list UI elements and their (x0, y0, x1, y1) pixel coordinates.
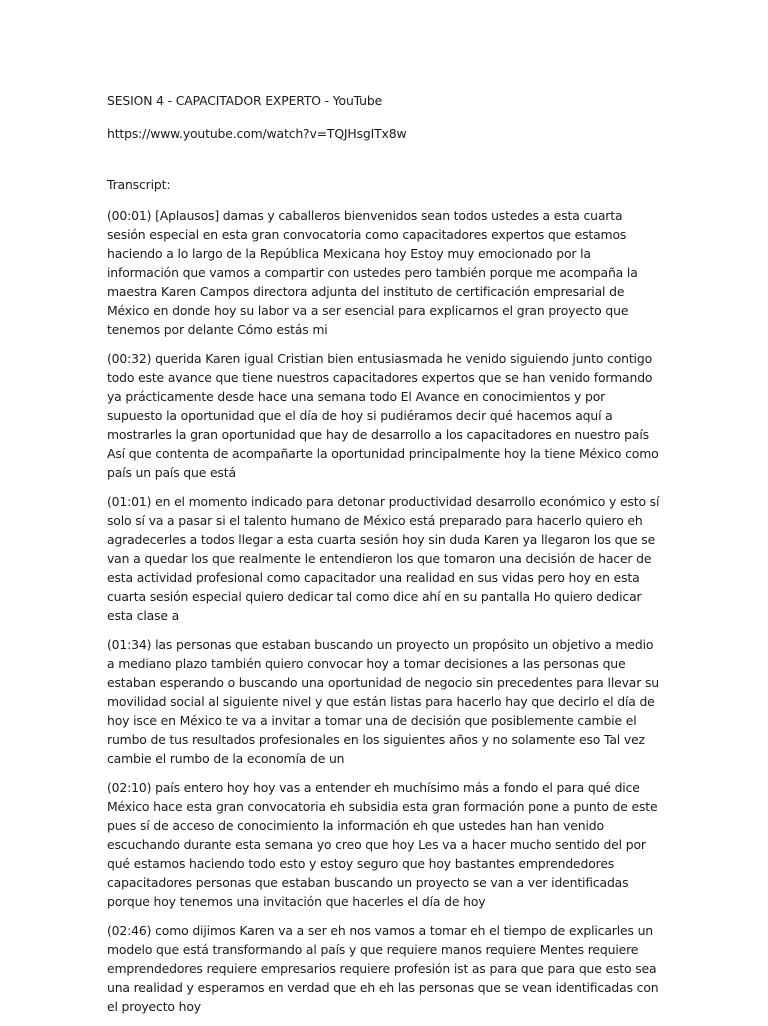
video-url[interactable]: https://www.youtube.com/watch?v=TQJHsgITx8w (107, 126, 407, 141)
transcript-paragraph: (02:10) país entero hoy hoy vas a entender eh muchísimo más a fondo el para qué dice México hace esta gran convocatoria eh subsidia esta gran formación pone a punto de este pues sí de acceso de conocimiento la información eh que ustedes han han venido escuchando durante esta semana yo creo que hoy Les va a hacer mucho sentido del por qué estamos haciendo todo esto y estoy seguro que hoy bastantes emprendedores capacitadores personas que estaban buscando un proyecto se van a ver identificadas porque hoy tenemos una invitación que hacerles el día de hoy (107, 780, 658, 909)
transcript-paragraph: (01:01) en el momento indicado para detonar productividad desarrollo económico y esto sí solo sí va a pasar si el talento humano de México está preparado para hacerlo quiero eh agradecerles a todos llegar a esta cuarta sesión hoy sin duda Karen ya llegaron los que se van a quedar los que realmente le entendieron los que tomaron una decisión de hacer de esta actividad profesional como capacitador una realidad en sus vidas pero hoy en esta cuarta sesión especial quiero dedicar tal como dice ahí en su pantalla Ho quiero dedicar esta clase a (107, 494, 660, 623)
transcript-label: Transcript: (107, 177, 171, 192)
transcript-paragraph: (02:46) como dijimos Karen va a ser eh nos vamos a tomar eh el tiempo de explicarles un modelo que está transformando al país y que requiere manos requiere Mentes requiere emprendedores requiere empresarios requiere profesión ist as para que para que esto sea una realidad y esperamos en verdad que eh eh las personas que se vean identificadas con el proyecto hoy (107, 923, 659, 1014)
transcript-paragraph: (01:34) las personas que estaban buscando un proyecto un propósito un objetivo a medio a mediano plazo también quiero convocar hoy a tomar decisiones a las personas que estaban esperando o buscando una oportunidad de negocio sin precedentes para llevar su movilidad social al siguiente nivel y que están listas para hacerlo hay que decirlo el día de hoy isce en México te va a invitar a tomar una de decisión que posiblemente cambie el rumbo de tus resultados profesionales en los siguientes años y no solamente eso Tal vez cambie el rumbo de la economía de un (107, 637, 659, 766)
transcript-paragraph: (00:01) [Aplausos] damas y caballeros bienvenidos sean todos ustedes a esta cuarta sesión especial en esta gran convocatoria como capacitadores expertos que estamos haciendo a lo largo de la República Mexicana hoy Estoy muy emocionado por la información que vamos a compartir con ustedes pero también porque me acompaña la maestra Karen Campos directora adjunta del instituto de certificación empresarial de México en donde hoy su labor va a ser esencial para explicarnos el gran proyecto que tenemos por delante Cómo estás mi (107, 208, 638, 337)
transcript-paragraph: (00:32) querida Karen igual Cristian bien entusiasmada he venido siguiendo junto contigo todo este avance que tiene nuestros capacitadores expertos que se han venido formando ya prácticamente desde hace una semana todo El Avance en conocimientos y por supuesto la oportunidad que el día de hoy si pudiéramos decir qué hacemos aquí a mostrarles la gran oportunidad que hay de desarrollo a los capacitadores en nuestro país Así que contenta de acompañarte la oportunidad principalmente hoy la tiene México como país un país que está (107, 351, 659, 480)
document-title: SESION 4 - CAPACITADOR EXPERTO - YouTube (107, 93, 383, 108)
document-page (107, 91, 663, 1026)
